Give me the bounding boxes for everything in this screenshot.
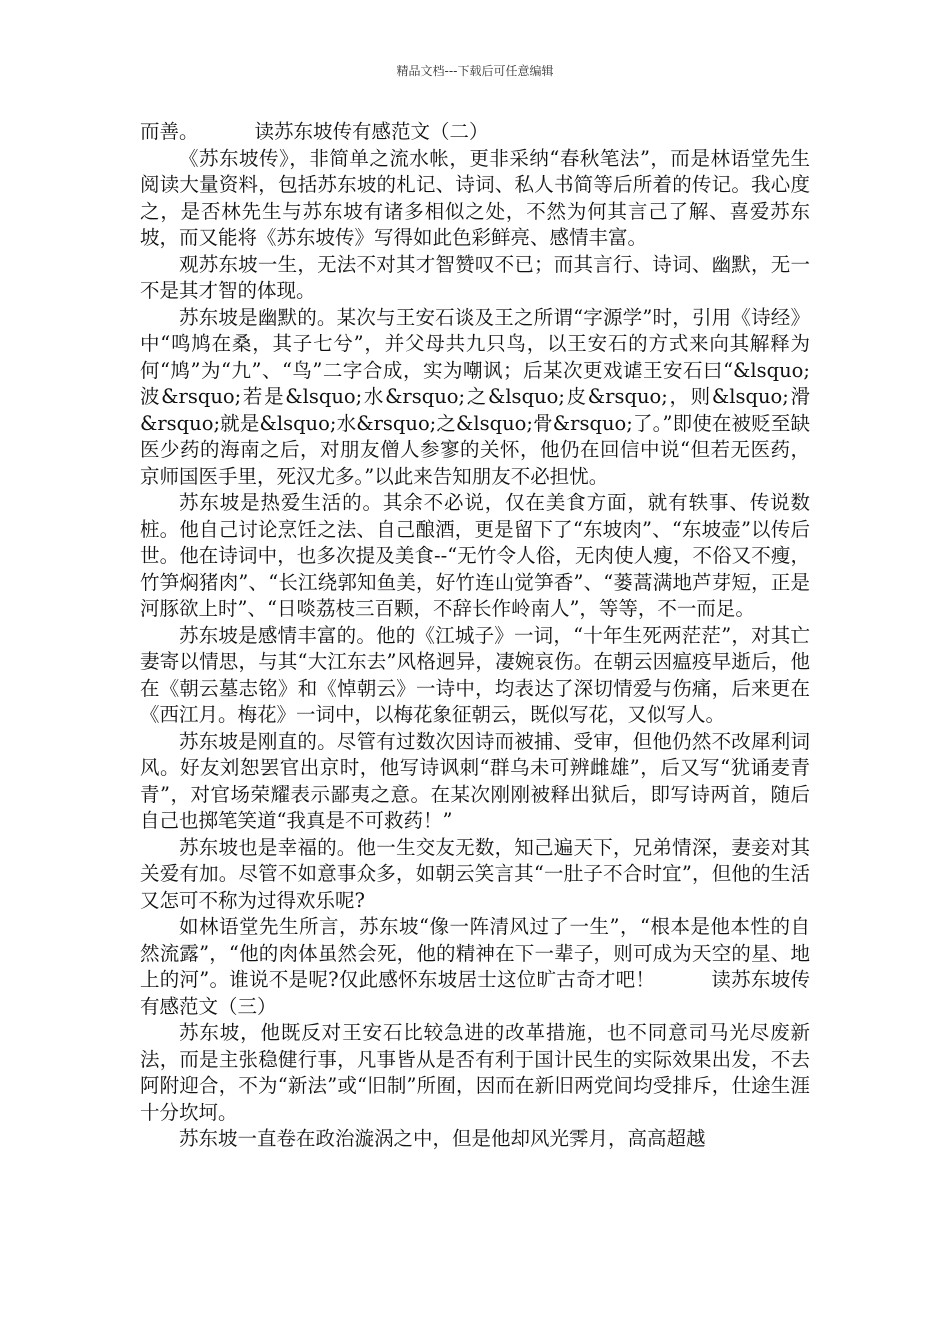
paragraph-with-heading — [140, 914, 810, 1020]
line-start-text: 而善。 — [140, 120, 199, 143]
section-heading-2: 读苏东坡传有感范文（二） — [254, 120, 489, 143]
paragraph: 苏东坡一直卷在政治漩涡之中，但是他却风光霁月，高高超越 — [179, 1127, 706, 1150]
section-heading-3: 读苏东坡传有感范文（三） — [140, 968, 810, 1018]
paragraph: 苏东坡是感情丰富的。他的《江城子》一词，“十年生死两茫茫”，对其亡妻寄以情思，与其“大江东去”风格迥异，凄婉哀伤。在朝云因瘟疫早逝后，他在《朝云墓志铭》和《悼朝云》一诗中，均表达了深切情爱与伤痛，后来更在《西江月。梅花》一词中，以梅花象征朝云，既似写花，又似写人。 — [140, 623, 810, 726]
paragraph: 观苏东坡一生，无法不对其才智赞叹不已；而其言行、诗词、幽默，无一不是其才智的体现。 — [140, 252, 810, 302]
paragraph-text: 如林语堂先生所言，苏东坡“像一阵清风过了一生”，“根本是他本性的自然流露”，“他的肉体虽然会死，他的精神在下一辈子，则可成为天空的星、地上的河”。谁说不是呢?仅此感怀东坡居士这位旷古奇才吧！ — [140, 915, 810, 991]
document-body — [140, 119, 810, 1153]
paragraph: 苏东坡是幽默的。某次与王安石谈及王之所谓“字源学”时，引用《诗经》中“鸣鸠在桑，其子七兮”，并父母共九只鸟，以王安石的方式来向其解释为何“鸠”为“九”、“鸟”二字合成，实为嘲讽；后某次更戏谑王安石曰“&lsquo;波&rsquo;若是&lsquo;水&rsquo;之&lsquo;皮&rsquo;，则&lsquo;滑&rsquo;就是&lsquo;水&rsquo;之&lsquo;骨&rsquo;了。”即使在被贬至缺医少药的海南之后，对朋友僧人参寥的关怀，他仍在回信中说“但若无医药，京师国医手里，死汉尤多。”以此来告知朋友不必担忧。 — [140, 305, 810, 488]
paragraph: 苏东坡是刚直的。尽管有过数次因诗而被捕、受审，但他仍然不改犀利词风。好友刘恕罢官出京时，他写诗讽刺“群乌未可辨雌雄”，后又写“犹诵麦青青”，对官场荣耀表示鄙夷之意。在某次刚刚被释出狱后，即写诗两首，随后自己也掷笔笑道“我真是不可救药！” — [140, 729, 810, 832]
paragraph: 《苏东坡传》，非简单之流水帐，更非采纳“春秋笔法”，而是林语堂先生阅读大量资料，包括苏东坡的札记、诗词、私人书简等后所着的传记。我心度之，是否林先生与苏东坡有诸多相似之处，不然为何其言己了解、喜爱苏东坡，而又能将《苏东坡传》写得如此色彩鲜亮、感情丰富。 — [140, 146, 810, 249]
paragraph: 苏东坡，他既反对王安石比较急进的改革措施，也不同意司马光尽废新法，而是主张稳健行事，凡事皆从是否有利于国计民生的实际效果出发，不去阿附迎合，不为“新法”或“旧制”所囿，因而在新旧两党间均受排斥，仕途生涯十分坎坷。 — [140, 1021, 810, 1124]
heading-line-2 — [140, 119, 810, 146]
paragraph: 苏东坡是热爱生活的。其余不必说，仅在美食方面，就有轶事、传说数桩。他自己讨论烹饪之法、自己酿酒，更是留下了“东坡肉”、“东坡壶”以传后世。他在诗词中，也多次提及美食--“无竹令人俗，无肉使人瘦，不俗又不瘦，竹笋焖猪肉”、“长江绕郭知鱼美，好竹连山觉笋香”、“蒌蒿满地芦芽短，正是河豚欲上时”、“日啖荔枝三百颗，不辞长作岭南人”，等等，不一而足。 — [140, 491, 810, 620]
page-header: 精品文档---下载后可任意编辑 — [396, 64, 554, 78]
paragraph: 苏东坡也是幸福的。他一生交友无数，知己遍天下，兄弟情深，妻妾对其关爱有加。尽管不如意事众多，如朝云笑言其“一肚子不合时宜”，但他的生活又怎可不称为过得欢乐呢? — [140, 835, 810, 912]
